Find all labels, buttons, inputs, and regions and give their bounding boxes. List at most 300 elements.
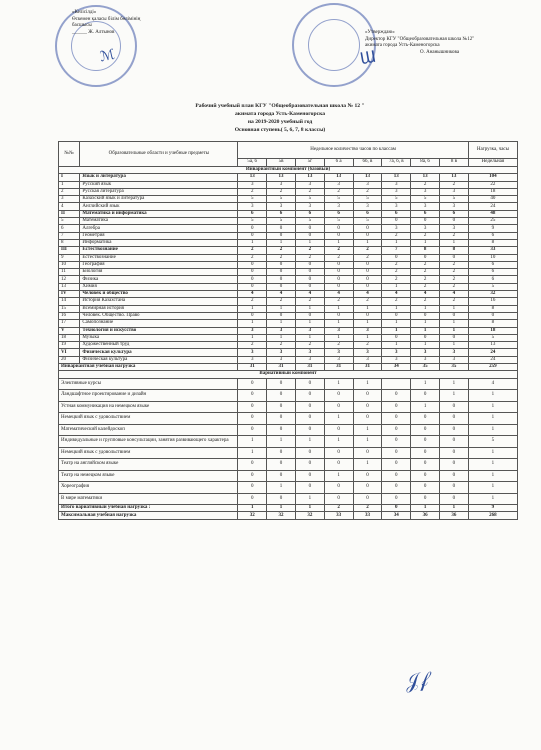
row-value-6: 36 — [411, 512, 440, 519]
row-value-4: 1 — [353, 305, 382, 312]
row-value-6: 0 — [411, 482, 440, 494]
row-value-0: 6 — [238, 210, 267, 217]
table-row — [59, 298, 518, 305]
row-value-2: 0 — [295, 424, 324, 436]
row-value-6: 1 — [411, 401, 440, 413]
row-value-1: 0 — [267, 269, 296, 276]
row-value-5: 0 — [382, 334, 411, 341]
row-value-6: 2 — [411, 283, 440, 290]
row-value-4: 2 — [353, 505, 382, 512]
row-value-8: 32 — [468, 291, 517, 298]
row-value-2: 0 — [295, 261, 324, 268]
row-value-7: 3 — [440, 225, 469, 232]
row-value-2: 2 — [295, 298, 324, 305]
row-value-4: 0 — [353, 312, 382, 319]
row-subject: Немецкий язык с удовольствием — [59, 413, 238, 425]
row-value-4: 0 — [353, 283, 382, 290]
row-value-3: 2 — [324, 254, 353, 261]
row-value-5: 1 — [382, 239, 411, 246]
row-value-8: 22 — [468, 181, 517, 188]
table-row — [59, 225, 518, 232]
row-value-5: 3 — [382, 225, 411, 232]
table-row — [59, 342, 518, 349]
row-value-1: 0 — [267, 424, 296, 436]
row-value-5: 3 — [382, 349, 411, 356]
row-number: 12 — [59, 276, 80, 283]
table-row — [59, 210, 518, 217]
class-header-5: 7а, б, в — [382, 158, 411, 166]
stamp-right — [292, 3, 376, 87]
row-value-4: 4 — [353, 291, 382, 298]
row-subject: Театр на немецком языке — [59, 470, 238, 482]
table-row — [59, 269, 518, 276]
row-value-3: 13 — [324, 174, 353, 181]
row-value-4: 0 — [353, 482, 382, 494]
row-value-3: 0 — [324, 269, 353, 276]
row-value-2: 1 — [295, 239, 324, 246]
row-value-5: 3 — [382, 181, 411, 188]
row-value-4: 6 — [353, 210, 382, 217]
section-variative-label: Вариативный компонент — [59, 371, 518, 378]
row-number: I — [59, 174, 80, 181]
row-value-4: 3 — [353, 203, 382, 210]
table-row — [59, 459, 518, 471]
row-value-3: 33 — [324, 512, 353, 519]
row-value-0: 31 — [238, 364, 267, 371]
section-variative — [59, 371, 518, 378]
row-value-2: 5 — [295, 218, 324, 225]
row-value-1: 13 — [267, 174, 296, 181]
row-value-4: 0 — [353, 276, 382, 283]
row-value-0: 4 — [238, 291, 267, 298]
row-value-7: 2 — [440, 269, 469, 276]
row-value-3: 0 — [324, 261, 353, 268]
row-value-2: 0 — [295, 276, 324, 283]
class-header-0: 5а, б — [238, 158, 267, 166]
row-value-1: 31 — [267, 364, 296, 371]
row-value-4: 0 — [353, 470, 382, 482]
row-number: 15 — [59, 305, 80, 312]
row-value-7: 36 — [440, 512, 469, 519]
row-subject: Математический калейдоскоп — [59, 424, 238, 436]
row-value-6: 0 — [411, 447, 440, 459]
row-number: 11 — [59, 269, 80, 276]
row-value-3: 5 — [324, 218, 353, 225]
signature-right: Ɯ — [358, 46, 378, 69]
row-value-8: 16 — [468, 298, 517, 305]
row-value-7: 6 — [440, 210, 469, 217]
row-value-1: 2 — [267, 247, 296, 254]
approval-left-line2: Өскемен қаласы білім бөлімінің — [72, 16, 141, 22]
curriculum-table — [58, 141, 518, 520]
row-value-1: 0 — [267, 401, 296, 413]
row-value-5: 3 — [382, 203, 411, 210]
row-value-8: 1 — [468, 493, 517, 505]
row-value-4: 2 — [353, 342, 382, 349]
row-value-6: 6 — [411, 210, 440, 217]
row-value-7: 0 — [440, 436, 469, 448]
row-value-3: 3 — [324, 327, 353, 334]
row-value-0: 1 — [238, 239, 267, 246]
row-number: 5 — [59, 218, 80, 225]
row-value-7: 4 — [440, 291, 469, 298]
row-value-0: 0 — [238, 413, 267, 425]
row-value-2: 3 — [295, 356, 324, 363]
row-value-2: 0 — [295, 269, 324, 276]
row-value-6: 0 — [411, 413, 440, 425]
approval-block-left — [72, 10, 192, 36]
row-value-0: 0 — [238, 225, 267, 232]
row-value-8: 1 — [468, 459, 517, 471]
row-value-2: 32 — [295, 512, 324, 519]
row-value-1: 1 — [267, 334, 296, 341]
row-value-8: 40 — [468, 196, 517, 203]
row-value-4: 2 — [353, 188, 382, 195]
table-row — [59, 181, 518, 188]
row-value-7: 0 — [440, 334, 469, 341]
row-value-7: 3 — [440, 349, 469, 356]
row-value-8: 25 — [468, 218, 517, 225]
row-value-3: 3 — [324, 203, 353, 210]
row-value-7: 2 — [440, 283, 469, 290]
table-row — [59, 276, 518, 283]
row-value-3: 2 — [324, 188, 353, 195]
row-value-8: 5 — [468, 283, 517, 290]
row-value-7: 0 — [440, 447, 469, 459]
row-value-5: 5 — [382, 196, 411, 203]
row-value-4: 0 — [353, 232, 382, 239]
row-subject: Химия — [80, 283, 238, 290]
row-value-7: 8 — [440, 247, 469, 254]
row-value-0: 2 — [238, 247, 267, 254]
row-value-1: 1 — [267, 436, 296, 448]
row-value-5: 1 — [382, 320, 411, 327]
row-value-4: 5 — [353, 218, 382, 225]
row-value-6: 1 — [411, 378, 440, 390]
row-value-3: 0 — [324, 312, 353, 319]
document-title-line1: Рабочий учебный план КГУ "Общеобразовательная школа № 12 " — [195, 103, 365, 109]
row-value-2: 13 — [295, 174, 324, 181]
row-value-6: 0 — [411, 424, 440, 436]
row-value-7: 2 — [440, 181, 469, 188]
row-number: IV — [59, 291, 80, 298]
row-value-2: 1 — [295, 436, 324, 448]
class-header-4: 6б, в — [353, 158, 382, 166]
row-number: 9 — [59, 254, 80, 261]
row-subject: Язык и литература — [80, 174, 238, 181]
row-value-7: 0 — [440, 424, 469, 436]
signature-bottom: 𝒥𝒻 — [403, 666, 430, 694]
row-subject: Ландшафтное проектирование и дизайн — [59, 390, 238, 402]
row-value-6: 3 — [411, 349, 440, 356]
col-header-num: №№ — [59, 142, 80, 167]
row-value-5: 2 — [382, 269, 411, 276]
row-subject: Физика — [80, 276, 238, 283]
row-value-3: 0 — [324, 390, 353, 402]
row-subject: Английский язык — [80, 203, 238, 210]
row-value-1: 0 — [267, 312, 296, 319]
row-value-6: 1 — [411, 327, 440, 334]
row-value-7: 2 — [440, 232, 469, 239]
row-value-0: 2 — [238, 254, 267, 261]
row-value-8: 18 — [468, 188, 517, 195]
row-value-4: 5 — [353, 196, 382, 203]
row-value-1: 0 — [267, 447, 296, 459]
row-subject: Технология и искусство — [80, 327, 238, 334]
row-value-3: 1 — [324, 320, 353, 327]
table-row — [59, 378, 518, 390]
row-value-8: 1 — [468, 390, 517, 402]
approval-right-line3: акимата города Усть-Каменогорска — [365, 43, 440, 48]
row-value-6: 3 — [411, 225, 440, 232]
row-value-6: 0 — [411, 470, 440, 482]
approval-left-line1: «Келісілді» — [72, 10, 97, 15]
row-value-2: 0 — [295, 378, 324, 390]
row-value-8: 1 — [468, 470, 517, 482]
row-value-5: 0 — [382, 390, 411, 402]
row-value-0: 1 — [238, 320, 267, 327]
row-value-3: 0 — [324, 482, 353, 494]
row-value-6: 2 — [411, 298, 440, 305]
row-value-2: 0 — [295, 482, 324, 494]
row-value-3: 0 — [324, 276, 353, 283]
table-row — [59, 424, 518, 436]
row-value-7: 1 — [440, 320, 469, 327]
document-title-line2: акимата города Усть-Каменогорска — [234, 111, 326, 117]
row-value-7: 0 — [440, 459, 469, 471]
table-row — [59, 327, 518, 334]
row-value-3: 0 — [324, 283, 353, 290]
row-value-5: 7 — [382, 247, 411, 254]
row-value-5: 0 — [382, 424, 411, 436]
row-value-3: 1 — [324, 334, 353, 341]
row-value-3: 2 — [324, 342, 353, 349]
row-value-8: 1 — [468, 447, 517, 459]
row-value-2: 31 — [295, 364, 324, 371]
row-value-4: 31 — [353, 364, 382, 371]
table-row — [59, 239, 518, 246]
row-subject: Музыка — [80, 334, 238, 341]
row-number: 10 — [59, 261, 80, 268]
row-value-5: 4 — [382, 291, 411, 298]
row-subject: Элективные курсы — [59, 378, 238, 390]
row-value-1: 1 — [267, 505, 296, 512]
row-value-0: 0 — [238, 378, 267, 390]
row-value-1: 0 — [267, 390, 296, 402]
row-value-5: 0 — [382, 254, 411, 261]
row-subject: Биология — [80, 269, 238, 276]
row-value-6: 1 — [411, 239, 440, 246]
row-value-4: 3 — [353, 181, 382, 188]
row-value-3: 0 — [324, 232, 353, 239]
table-row — [59, 196, 518, 203]
row-value-5: 2 — [382, 232, 411, 239]
col-header-load: Нагрузка, часы — [468, 142, 517, 159]
row-value-1: 3 — [267, 181, 296, 188]
row-value-1: 0 — [267, 378, 296, 390]
row-value-8: 8 — [468, 320, 517, 327]
row-value-1: 0 — [267, 225, 296, 232]
row-value-7: 1 — [440, 505, 469, 512]
row-value-8: 1 — [468, 424, 517, 436]
row-value-8: 6 — [468, 232, 517, 239]
row-value-8: 8 — [468, 239, 517, 246]
class-header-7: 8 в — [440, 158, 469, 166]
row-value-1: 5 — [267, 196, 296, 203]
row-value-4: 1 — [353, 378, 382, 390]
table-row — [59, 413, 518, 425]
row-number: 18 — [59, 334, 80, 341]
row-value-7: 1 — [440, 327, 469, 334]
row-value-0: 3 — [238, 349, 267, 356]
row-subject: История Казахстана — [80, 298, 238, 305]
row-value-1: 0 — [267, 283, 296, 290]
row-value-2: 0 — [295, 312, 324, 319]
row-value-2: 4 — [295, 291, 324, 298]
row-value-4: 3 — [353, 349, 382, 356]
row-value-5: 6 — [382, 210, 411, 217]
row-value-6: 1 — [411, 305, 440, 312]
section-invariant — [59, 167, 518, 174]
row-number: 4 — [59, 203, 80, 210]
row-subject: Русская литература — [80, 188, 238, 195]
row-value-8: 0 — [468, 312, 517, 319]
row-value-6: 13 — [411, 174, 440, 181]
row-value-2: 2 — [295, 188, 324, 195]
row-value-2: 2 — [295, 247, 324, 254]
row-value-0: 5 — [238, 196, 267, 203]
row-number: 1 — [59, 181, 80, 188]
row-value-0: 0 — [238, 482, 267, 494]
row-value-2: 2 — [295, 254, 324, 261]
row-value-5: 1 — [382, 305, 411, 312]
row-value-2: 0 — [295, 413, 324, 425]
row-value-8: 8 — [468, 305, 517, 312]
row-value-4: 0 — [353, 390, 382, 402]
row-value-4: 3 — [353, 327, 382, 334]
row-value-2: 0 — [295, 390, 324, 402]
row-value-2: 0 — [295, 232, 324, 239]
row-value-2: 0 — [295, 447, 324, 459]
row-value-7: 2 — [440, 276, 469, 283]
row-value-3: 0 — [324, 401, 353, 413]
row-value-0: 2 — [238, 298, 267, 305]
row-value-6: 2 — [411, 276, 440, 283]
row-value-4: 13 — [353, 174, 382, 181]
row-value-1: 0 — [267, 232, 296, 239]
row-value-3: 3 — [324, 349, 353, 356]
table-row — [59, 218, 518, 225]
table-row — [59, 390, 518, 402]
row-value-2: 3 — [295, 327, 324, 334]
table-row — [59, 334, 518, 341]
table-row — [59, 254, 518, 261]
table-row — [59, 401, 518, 413]
row-value-0: 1 — [238, 447, 267, 459]
row-value-7: 3 — [440, 188, 469, 195]
row-value-0: 5 — [238, 218, 267, 225]
row-value-2: 2 — [295, 342, 324, 349]
row-value-1: 0 — [267, 413, 296, 425]
row-value-4: 0 — [353, 261, 382, 268]
row-value-5: 0 — [382, 482, 411, 494]
row-value-6: 2 — [411, 232, 440, 239]
row-value-8: 48 — [468, 210, 517, 217]
row-value-7: 13 — [440, 174, 469, 181]
row-number: 14 — [59, 298, 80, 305]
row-value-8: 9 — [468, 225, 517, 232]
approval-right-line1: «Утверждаю» — [365, 30, 395, 35]
row-value-6: 8 — [411, 247, 440, 254]
row-value-6: 3 — [411, 356, 440, 363]
row-value-8: 33 — [468, 247, 517, 254]
class-header-2: 5г — [295, 158, 324, 166]
row-value-2: 0 — [295, 470, 324, 482]
row-value-2: 0 — [295, 283, 324, 290]
table-row — [59, 312, 518, 319]
row-value-5 — [382, 378, 411, 390]
row-value-6: 0 — [411, 459, 440, 471]
table-row — [59, 283, 518, 290]
row-value-3: 4 — [324, 291, 353, 298]
row-value-3: 5 — [324, 196, 353, 203]
row-value-1: 1 — [267, 305, 296, 312]
row-subject: Немецкий язык с удовольствием — [59, 447, 238, 459]
row-value-3: 6 — [324, 210, 353, 217]
table-row — [59, 436, 518, 448]
row-value-1: 0 — [267, 261, 296, 268]
row-value-5: 0 — [382, 401, 411, 413]
row-value-4: 0 — [353, 269, 382, 276]
row-number: V — [59, 327, 80, 334]
row-value-7: 0 — [440, 470, 469, 482]
row-value-1: 0 — [267, 470, 296, 482]
row-value-0: 0 — [238, 269, 267, 276]
row-value-0: 0 — [238, 424, 267, 436]
row-value-7: 1 — [440, 390, 469, 402]
table-row — [59, 349, 518, 356]
row-value-0: 0 — [238, 459, 267, 471]
approval-right-line4: О. Ананышникова — [420, 49, 460, 55]
row-value-8: 259 — [468, 364, 517, 371]
row-value-5: 0 — [382, 470, 411, 482]
row-number: 20 — [59, 356, 80, 363]
row-subject: Математика и информатика — [80, 210, 238, 217]
row-value-1: 0 — [267, 459, 296, 471]
row-subject: Человек. Общество. Право — [80, 312, 238, 319]
col-header-subject: Образовательные области и учебные предметы — [80, 142, 238, 167]
row-subject: Естествознание — [80, 247, 238, 254]
row-value-7: 1 — [440, 305, 469, 312]
row-value-1: 3 — [267, 327, 296, 334]
row-subject: Устная коммуникация на немецком языке — [59, 401, 238, 413]
row-value-8: 1 — [468, 482, 517, 494]
row-value-4: 2 — [353, 247, 382, 254]
section-invariant-label: Инвариантный компонент (базовый) — [59, 167, 518, 174]
row-value-0: 1 — [238, 305, 267, 312]
row-value-8: 6 — [468, 276, 517, 283]
row-value-0: 0 — [238, 470, 267, 482]
table-row — [59, 356, 518, 363]
row-number: 7 — [59, 232, 80, 239]
row-value-4: 0 — [353, 413, 382, 425]
row-value-5: 0 — [382, 493, 411, 505]
row-value-3: 3 — [324, 181, 353, 188]
row-subject: География — [80, 261, 238, 268]
table-row — [59, 203, 518, 210]
row-value-7: 0 — [440, 482, 469, 494]
row-subject: Казахский язык и литература — [80, 196, 238, 203]
